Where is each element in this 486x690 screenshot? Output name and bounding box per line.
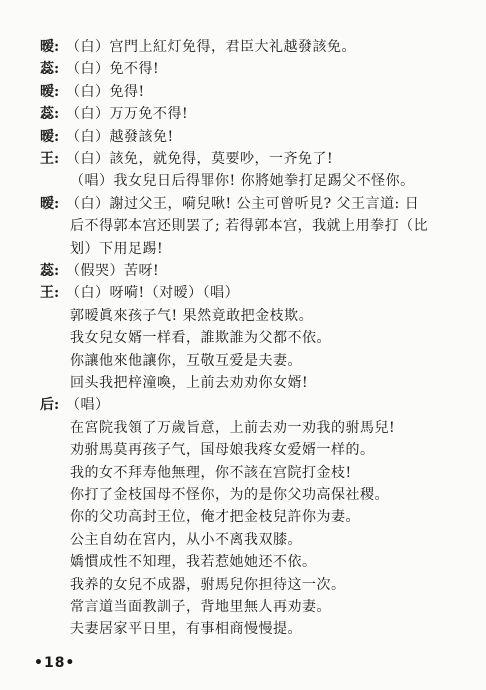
script-line: 我的女不拜寿他無理，你不該在宫院打金枝! [70, 464, 352, 481]
page-number: •18• [34, 655, 76, 671]
script-line: 你打了金枝国母不怪你，为的是你父功高保社稷。 [70, 487, 389, 503]
script-line: 后不得郭本宫还則罢了; 若得郭本宫，我就上用拳打（比 [70, 218, 429, 235]
script-line: （白）宫門上紅灯免得，君臣大礼越發該免。 [66, 39, 356, 55]
script-line: 夫妻居家平日里，有事相商慢慢提。 [70, 621, 302, 638]
script-line: 郭暧眞來孩子气! 果然竟敢把金枝欺。 [70, 307, 314, 324]
script-line: 回头我把梓潼喚，上前去劝劝你女婿! [70, 375, 309, 391]
script-line: （白）呀嗬!（对暧）（唱） [66, 285, 240, 302]
script-line: 划）下用足踢! [70, 240, 164, 257]
script-line: （白）免不得! [66, 61, 160, 78]
script-line: 劝驸馬莫再孩子气，国母娘我疼女爱婿一样的。 [70, 442, 375, 459]
speaker-label: 蕊: [40, 106, 60, 123]
script-line: （白）越發該免! [66, 128, 174, 145]
script-line: 你的父功高封王位，俺才把金枝兒許你为妻。 [70, 509, 360, 526]
script-line: （白）免得! [66, 83, 145, 100]
speaker-label: 蕊: [40, 263, 60, 279]
script-line: 嬌慣成性不知理，我若惹她她还不依。 [70, 554, 317, 571]
speaker-label: 王: [40, 151, 60, 167]
speaker-label: 王: [40, 285, 60, 302]
speaker-label: 暧: [40, 83, 60, 100]
script-line: 我养的女兒不成器，驸馬兒你担待这一次。 [70, 576, 346, 593]
script-line: 在宮院我領了万歲旨意，上前去劝一劝我的驸馬兒! [70, 419, 396, 436]
script-line: （白）謝过父王，嗬兒啾! 公主可曾听見? 父王言道: 日 [66, 195, 420, 212]
speaker-label: 后: [40, 397, 60, 414]
script-line: （假哭）苦呀! [66, 263, 160, 279]
script-line: 常言道当面教訓子，背地里無人再劝妻。 [70, 599, 331, 615]
script-line: 我女兒女婿一样看，誰欺誰为父都不依。 [70, 330, 331, 347]
script-line: （白）該免，就免得，莫要吵，一齐免了! [66, 151, 334, 167]
script-line: （唱）我女兒日后得罪你! 你將她拳打足踢父不怪你。 [70, 173, 415, 190]
script-line: （唱） [66, 397, 110, 414]
script-line: （白）万万免不得! [66, 106, 189, 123]
script-line: 公主自幼在宮内，从小不离我双膝。 [70, 531, 302, 548]
speaker-label: 蕊: [40, 61, 60, 78]
speaker-label: 暧: [40, 39, 60, 55]
speaker-label: 暧: [40, 128, 60, 145]
speaker-label: 暧: [40, 195, 60, 212]
script-line: 你讓他來他讓你，互敬互爱是夫妻。 [70, 352, 302, 369]
